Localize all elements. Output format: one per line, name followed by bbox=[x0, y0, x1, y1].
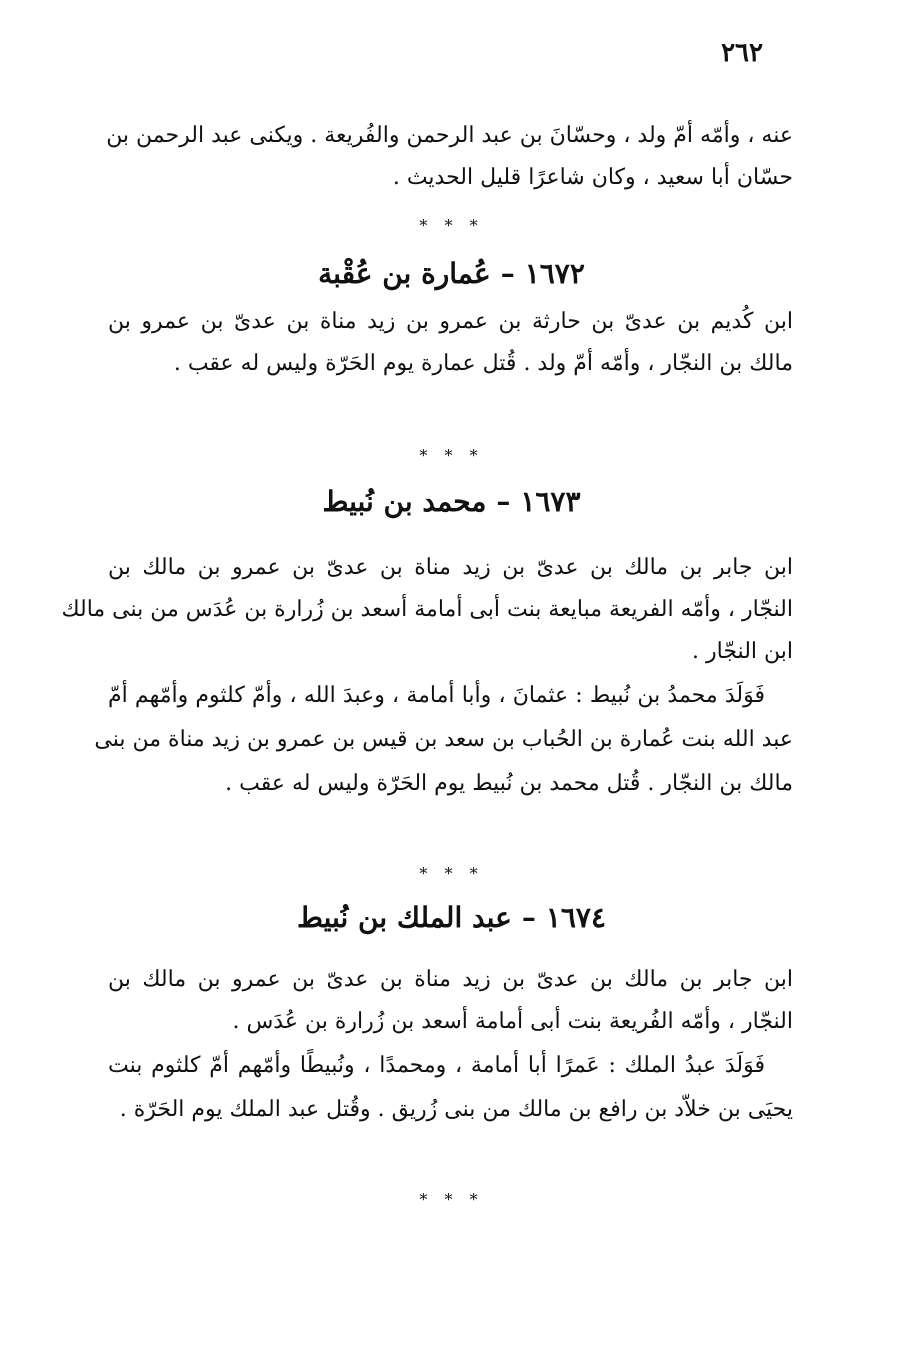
entry-dash: – bbox=[496, 485, 511, 518]
entry-number: ١٦٧٣ bbox=[520, 485, 581, 518]
entry-dash: – bbox=[500, 257, 515, 290]
text-line: عنه ، وأمّه أمّ ولد ، وحسّانَ بن عبد الرحمن والفُريعة . ويكنى عبد الرحمن بن bbox=[106, 123, 793, 148]
section-separator: * * * bbox=[419, 216, 484, 235]
text-line: حسّان أبا سعيد ، وكان شاعرًا قليل الحديث . bbox=[392, 165, 793, 190]
entry-name: محمد بن نُبيط bbox=[322, 485, 487, 518]
entry-heading bbox=[0, 484, 903, 520]
text-line: يحيَى بن خلاّد بن رافع بن مالك من بنى زُريق . وقُتل عبد الملك يوم الحَرّة . bbox=[119, 1097, 793, 1122]
text-line: النجّار ، وأمّه الفريعة مبايعة بنت أبى أمامة أسعد بن زُرارة بن عُدَس من بنى مالك bbox=[61, 597, 793, 622]
entry-dash: – bbox=[521, 901, 536, 934]
text-line: ابن جابر بن مالك بن عدىّ بن زيد مناة بن عدىّ بن عمرو بن مالك بن bbox=[108, 555, 793, 580]
text-line: ابن جابر بن مالك بن عدىّ بن زيد مناة بن عدىّ بن عمرو بن مالك بن bbox=[108, 967, 793, 992]
text-line: فَوَلَدَ محمدُ بن نُبيط : عثمانَ ، وأبا أمامة ، وعبدَ الله ، وأمّ كلثوم وأمّهم أمّ bbox=[108, 683, 765, 708]
entry-number: ١٦٧٤ bbox=[545, 901, 606, 934]
text-line: مالك بن النجّار . قُتل محمد بن نُبيط يوم الحَرّة وليس له عقب . bbox=[225, 771, 793, 796]
text-line: عبد الله بنت عُمارة بن الحُباب بن سعد بن قيس بن عمرو بن زيد مناة من بنى bbox=[94, 727, 793, 752]
text-line: النجّار ، وأمّه الفُريعة بنت أبى أمامة أسعد بن زُرارة بن عُدَس . bbox=[232, 1009, 793, 1034]
entry-name: عُمارة بن عُقْبة bbox=[318, 257, 491, 290]
entry-number: ١٦٧٢ bbox=[524, 257, 585, 290]
text-line: ابن النجّار . bbox=[692, 639, 793, 664]
section-separator: * * * bbox=[419, 446, 484, 465]
text-line: ابن كُديم بن عدىّ بن حارثة بن عمرو بن زيد مناة بن عدىّ بن عمرو بن bbox=[108, 309, 793, 334]
text-line: فَوَلَدَ عبدُ الملك : عَمرًا أبا أمامة ، ومحمدًا ، ونُبيطًا وأمّهم أمّ كلثوم بنت bbox=[108, 1053, 765, 1078]
entry-name: عبد الملك بن نُبيط bbox=[297, 901, 512, 934]
text-line: مالك بن النجّار ، وأمّه أمّ ولد . قُتل عمارة يوم الحَرّة وليس له عقب . bbox=[173, 351, 793, 376]
section-separator: * * * bbox=[419, 1190, 484, 1209]
entry-heading bbox=[0, 900, 903, 936]
entry-heading bbox=[0, 256, 903, 292]
section-separator: * * * bbox=[419, 864, 484, 883]
page-number: ٢٦٢ bbox=[721, 38, 763, 68]
